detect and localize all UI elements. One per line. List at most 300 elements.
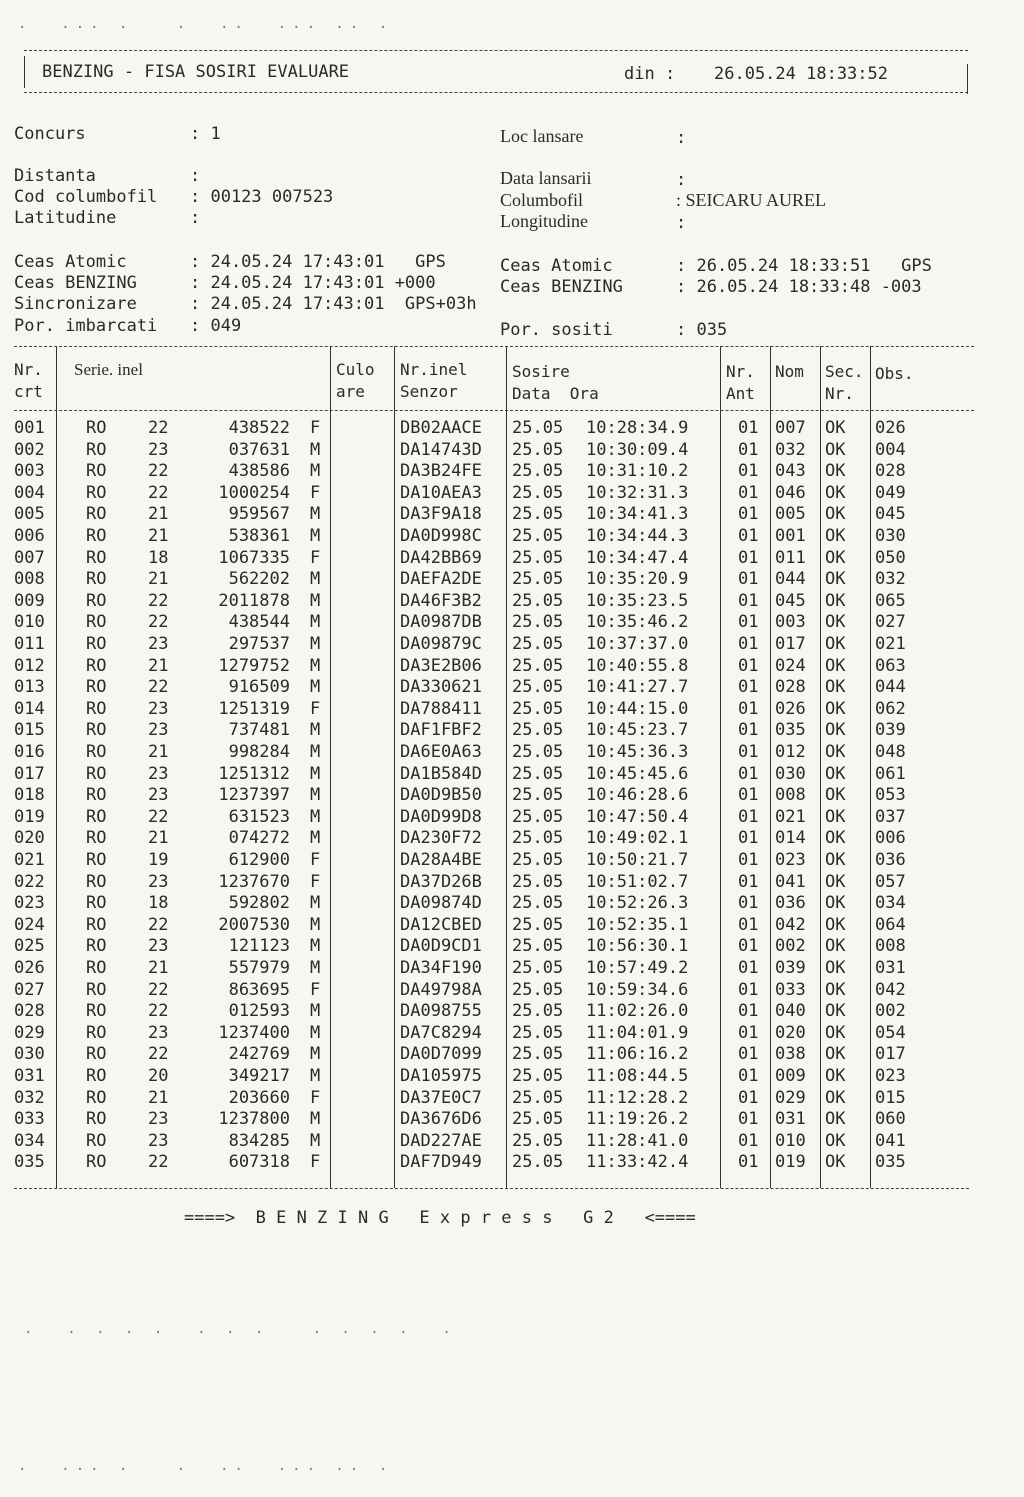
row-arrival-date: 25.05: [512, 590, 564, 611]
row-nom: 046: [775, 482, 806, 503]
row-year: 21: [148, 655, 169, 676]
row-obs: 031: [875, 958, 906, 978]
row-sec: OK: [825, 526, 846, 546]
row-arrival-time: 10:47:50.4: [586, 806, 689, 827]
row-nom: 009: [775, 1066, 806, 1086]
row-obs: 062: [875, 698, 906, 719]
row-arrival-time: 10:44:15.0: [586, 698, 689, 719]
row-nom: 008: [775, 785, 806, 806]
row-number: 022: [14, 871, 45, 892]
row-ring-number: 037631: [228, 439, 290, 460]
row-arrival-time: 11:28:41.0: [586, 1130, 689, 1151]
row-year: 18: [148, 547, 169, 568]
row-series: RO: [86, 655, 107, 676]
row-series: RO: [86, 850, 107, 870]
report-date-value: 26.05.24 18:33:52: [714, 64, 888, 84]
row-year: 22: [148, 1152, 169, 1173]
concurs-value: : 1: [190, 124, 221, 144]
row-nr-ant: 01: [738, 677, 759, 698]
row-sensor-id: DA09879C: [400, 634, 482, 654]
row-arrival-time: 10:34:47.4: [586, 547, 689, 568]
row-nom: 014: [775, 828, 806, 849]
row-series: RO: [86, 1087, 107, 1108]
row-sec: OK: [825, 1130, 846, 1151]
row-ring-number: 557979: [228, 958, 290, 978]
row-sensor-id: DA0987DB: [400, 612, 482, 633]
row-obs: 036: [875, 850, 906, 870]
row-arrival-time: 10:52:35.1: [586, 914, 689, 935]
concurs-label: Concurs: [14, 124, 86, 144]
row-series: RO: [86, 785, 107, 806]
row-nom: 003: [775, 612, 806, 633]
header-nom: Nom: [775, 362, 804, 381]
row-series: RO: [86, 1109, 107, 1130]
row-year: 21: [148, 569, 169, 590]
row-sec: OK: [825, 1109, 846, 1130]
row-nr-ant: 01: [738, 590, 759, 611]
distanta-value: :: [190, 166, 201, 186]
loc-lansare-label: Loc lansare: [500, 126, 584, 146]
table-row: [14, 958, 914, 980]
row-obs: 039: [875, 720, 906, 741]
row-series: RO: [86, 1152, 107, 1173]
row-sensor-id: DA09874D: [400, 893, 482, 914]
row-ring-number: 121123: [228, 936, 290, 957]
row-series: RO: [86, 1066, 107, 1086]
row-arrival-date: 25.05: [512, 850, 564, 870]
row-number: 028: [14, 1001, 45, 1022]
table-row: [14, 656, 914, 678]
row-sensor-id: DA6E0A63: [400, 742, 482, 762]
table-row: [14, 483, 914, 505]
row-arrival-time: 11:04:01.9: [586, 1022, 689, 1043]
row-number: 020: [14, 828, 45, 849]
row-ring-number: 612900: [228, 850, 290, 870]
row-number: 018: [14, 785, 45, 806]
row-sex: M: [310, 893, 321, 914]
row-number: 009: [14, 590, 45, 611]
row-obs: 004: [875, 439, 906, 460]
row-sensor-id: DA12CBED: [400, 914, 482, 935]
row-arrival-date: 25.05: [512, 1044, 564, 1065]
row-arrival-date: 25.05: [512, 634, 564, 654]
row-sex: M: [310, 742, 321, 762]
row-sex: M: [310, 504, 321, 525]
row-year: 23: [148, 634, 169, 654]
row-sex: M: [310, 439, 321, 460]
row-series: RO: [86, 698, 107, 719]
table-row: [14, 418, 914, 440]
row-sensor-id: DA0D9CD1: [400, 936, 482, 957]
row-year: 22: [148, 1001, 169, 1022]
row-nr-ant: 01: [738, 936, 759, 957]
row-number: 015: [14, 720, 45, 741]
row-arrival-date: 25.05: [512, 720, 564, 741]
printer-specks-bottom: · ··· · · ·· ··· ·· ·: [18, 1462, 394, 1478]
row-number: 016: [14, 742, 45, 762]
row-nr-ant: 01: [738, 526, 759, 546]
row-sec: OK: [825, 958, 846, 978]
row-sensor-id: DAEFA2DE: [400, 569, 482, 590]
row-sensor-id: DA14743D: [400, 439, 482, 460]
row-obs: 035: [875, 1152, 906, 1173]
row-ring-number: 1237800: [218, 1109, 290, 1130]
row-nr-ant: 01: [738, 569, 759, 590]
row-number: 034: [14, 1130, 45, 1151]
row-nr-ant: 01: [738, 504, 759, 525]
table-row: [14, 720, 914, 742]
row-arrival-time: 10:35:20.9: [586, 569, 689, 590]
row-sex: M: [310, 1001, 321, 1022]
header-sec-line1: Sec.: [825, 362, 864, 381]
row-ring-number: 562202: [228, 569, 290, 590]
row-sensor-id: DA1B584D: [400, 763, 482, 784]
row-arrival-date: 25.05: [512, 1001, 564, 1022]
row-year: 23: [148, 871, 169, 892]
header-culoare-line1: Culo: [336, 360, 375, 379]
table-row: [14, 828, 914, 850]
row-nr-ant: 01: [738, 634, 759, 654]
row-number: 029: [14, 1022, 45, 1043]
row-year: 22: [148, 1044, 169, 1065]
row-ring-number: 538361: [228, 526, 290, 546]
row-arrival-time: 10:52:26.3: [586, 893, 689, 914]
row-nom: 024: [775, 655, 806, 676]
row-sec: OK: [825, 720, 846, 741]
header-sosire-line1: Sosire: [512, 362, 570, 381]
table-row: [14, 548, 914, 570]
row-obs: 017: [875, 1044, 906, 1065]
row-series: RO: [86, 677, 107, 698]
row-sec: OK: [825, 979, 846, 1000]
row-year: 23: [148, 1109, 169, 1130]
row-nr-ant: 01: [738, 461, 759, 482]
row-number: 004: [14, 482, 45, 503]
row-obs: 063: [875, 655, 906, 676]
table-row: [14, 569, 914, 591]
row-nom: 033: [775, 979, 806, 1000]
row-sensor-id: DA3F9A18: [400, 504, 482, 525]
row-nr-ant: 01: [738, 1001, 759, 1022]
row-sex: M: [310, 828, 321, 849]
row-series: RO: [86, 461, 107, 482]
row-ring-number: 203660: [228, 1087, 290, 1108]
row-sensor-id: DA7C8294: [400, 1022, 482, 1043]
row-nom: 021: [775, 806, 806, 827]
row-nom: 028: [775, 677, 806, 698]
ceas-atomic-right-label: Ceas Atomic: [500, 256, 613, 276]
table-row: [14, 591, 914, 613]
row-nr-ant: 01: [738, 850, 759, 870]
row-ring-number: 242769: [228, 1044, 290, 1065]
row-series: RO: [86, 634, 107, 654]
row-number: 005: [14, 504, 45, 525]
row-sec: OK: [825, 763, 846, 784]
row-number: 006: [14, 526, 45, 546]
table-row: [14, 1023, 914, 1045]
row-arrival-date: 25.05: [512, 612, 564, 633]
header-nr-ant-line2: Ant: [726, 384, 755, 403]
row-ring-number: 737481: [228, 720, 290, 741]
row-nr-ant: 01: [738, 1044, 759, 1065]
row-obs: 053: [875, 785, 906, 806]
row-sensor-id: DAF1FBF2: [400, 720, 482, 741]
row-sensor-id: DA0D7099: [400, 1044, 482, 1065]
row-arrival-date: 25.05: [512, 677, 564, 698]
row-nom: 017: [775, 634, 806, 654]
row-ring-number: 959567: [228, 504, 290, 525]
row-sex: M: [310, 914, 321, 935]
header-right-border: [967, 64, 968, 94]
row-nr-ant: 01: [738, 612, 759, 633]
table-row: [14, 980, 914, 1002]
row-sensor-id: DA3E2B06: [400, 655, 482, 676]
row-obs: 042: [875, 979, 906, 1000]
table-row: [14, 1109, 914, 1131]
row-nr-ant: 01: [738, 482, 759, 503]
table-row: [14, 1131, 914, 1153]
row-arrival-date: 25.05: [512, 569, 564, 590]
row-sec: OK: [825, 742, 846, 762]
row-arrival-date: 25.05: [512, 547, 564, 568]
row-sec: OK: [825, 1001, 846, 1022]
row-ring-number: 607318: [228, 1152, 290, 1173]
row-obs: 027: [875, 612, 906, 633]
row-number: 024: [14, 914, 45, 935]
row-arrival-time: 10:45:45.6: [586, 763, 689, 784]
ceas-benzing-right-value: : 26.05.24 18:33:48 -003: [676, 277, 922, 297]
table-row: [14, 872, 914, 894]
latitudine-label: Latitudine: [14, 208, 117, 228]
row-series: RO: [86, 806, 107, 827]
row-obs: 049: [875, 482, 906, 503]
row-number: 013: [14, 677, 45, 698]
row-nom: 043: [775, 461, 806, 482]
row-obs: 064: [875, 914, 906, 935]
row-arrival-date: 25.05: [512, 1022, 564, 1043]
row-sensor-id: DA0D99D8: [400, 806, 482, 827]
row-sec: OK: [825, 482, 846, 503]
row-series: RO: [86, 742, 107, 762]
row-arrival-date: 25.05: [512, 418, 564, 438]
row-year: 20: [148, 1066, 169, 1086]
row-nom: 029: [775, 1087, 806, 1108]
table-row: [14, 764, 914, 786]
row-obs: 015: [875, 1087, 906, 1108]
row-sensor-id: DA098755: [400, 1001, 482, 1022]
row-series: RO: [86, 979, 107, 1000]
row-series: RO: [86, 504, 107, 525]
row-nr-ant: 01: [738, 698, 759, 719]
row-number: 001: [14, 418, 45, 438]
row-series: RO: [86, 1022, 107, 1043]
row-year: 23: [148, 785, 169, 806]
row-number: 027: [14, 979, 45, 1000]
header-bottom-rule: [24, 92, 968, 93]
row-series: RO: [86, 958, 107, 978]
row-number: 010: [14, 612, 45, 633]
row-ring-number: 349217: [228, 1066, 290, 1086]
row-sex: F: [310, 871, 321, 892]
row-arrival-date: 25.05: [512, 914, 564, 935]
table-bottom-rule: [14, 1188, 969, 1189]
row-sensor-id: DA28A4BE: [400, 850, 482, 870]
row-sec: OK: [825, 677, 846, 698]
row-number: 012: [14, 655, 45, 676]
report-date-label: din :: [624, 64, 676, 84]
row-obs: 006: [875, 828, 906, 849]
row-series: RO: [86, 828, 107, 849]
row-obs: 008: [875, 936, 906, 957]
row-arrival-date: 25.05: [512, 504, 564, 525]
row-sensor-id: DAD227AE: [400, 1130, 482, 1151]
longitudine-label: Longitudine: [500, 211, 588, 231]
row-number: 003: [14, 461, 45, 482]
table-row: [14, 634, 914, 656]
table-row: [14, 1152, 914, 1174]
cod-columbofil-label: Cod columbofil: [14, 187, 158, 207]
row-obs: 044: [875, 677, 906, 698]
row-sensor-id: DA42BB69: [400, 547, 482, 568]
row-obs: 037: [875, 806, 906, 827]
row-nr-ant: 01: [738, 720, 759, 741]
row-series: RO: [86, 1001, 107, 1022]
row-nom: 035: [775, 720, 806, 741]
row-arrival-date: 25.05: [512, 979, 564, 1000]
row-sec: OK: [825, 914, 846, 935]
row-sex: M: [310, 763, 321, 784]
row-sex: M: [310, 590, 321, 611]
cod-columbofil-value: : 00123 007523: [190, 187, 334, 207]
row-arrival-time: 10:45:36.3: [586, 742, 689, 762]
row-year: 22: [148, 461, 169, 482]
row-number: 033: [14, 1109, 45, 1130]
row-nom: 039: [775, 958, 806, 978]
table-row: [14, 440, 914, 462]
row-sex: M: [310, 806, 321, 827]
row-ring-number: 631523: [228, 806, 290, 827]
row-number: 035: [14, 1152, 45, 1173]
data-lansarii-label: Data lansarii: [500, 168, 592, 188]
row-arrival-time: 10:56:30.1: [586, 936, 689, 957]
header-serie-inel: Serie. inel: [74, 360, 143, 379]
footer-banner: ====> B E N Z I N G E x p r e s s G 2 <====: [184, 1208, 696, 1228]
row-series: RO: [86, 936, 107, 957]
row-arrival-time: 10:35:46.2: [586, 612, 689, 633]
row-ring-number: 834285: [228, 1130, 290, 1151]
header-obs: Obs.: [875, 364, 914, 383]
row-sensor-id: DA230F72: [400, 828, 482, 849]
columbofil-value: : SEICARU AUREL: [676, 190, 827, 210]
row-nr-ant: 01: [738, 1066, 759, 1086]
header-sec-line2: Nr.: [825, 384, 854, 403]
row-nr-ant: 01: [738, 1087, 759, 1108]
row-nr-ant: 01: [738, 439, 759, 460]
row-sex: M: [310, 785, 321, 806]
row-ring-number: 1251319: [218, 698, 290, 719]
row-series: RO: [86, 569, 107, 590]
table-row: [14, 677, 914, 699]
row-sec: OK: [825, 893, 846, 914]
data-lansarii-value: :: [676, 170, 687, 190]
row-series: RO: [86, 482, 107, 503]
row-nr-ant: 01: [738, 1152, 759, 1173]
report-title: BENZING - FISA SOSIRI EVALUARE: [42, 62, 350, 82]
ceas-atomic-left-value: : 24.05.24 17:43:01 GPS: [190, 252, 446, 272]
row-sex: M: [310, 655, 321, 676]
row-sex: F: [310, 1152, 321, 1173]
row-ring-number: 438522: [228, 418, 290, 438]
row-year: 22: [148, 806, 169, 827]
row-nom: 036: [775, 893, 806, 914]
row-arrival-date: 25.05: [512, 655, 564, 676]
row-sensor-id: DA3B24FE: [400, 461, 482, 482]
row-sec: OK: [825, 698, 846, 719]
row-series: RO: [86, 526, 107, 546]
ceas-benzing-right-label: Ceas BENZING: [500, 277, 623, 297]
row-sex: M: [310, 1022, 321, 1043]
row-number: 025: [14, 936, 45, 957]
row-nom: 001: [775, 526, 806, 546]
latitudine-value: :: [190, 208, 201, 228]
row-obs: 028: [875, 461, 906, 482]
row-arrival-time: 11:19:26.2: [586, 1109, 689, 1130]
header-sosire-line2: Data Ora: [512, 384, 599, 403]
row-year: 22: [148, 979, 169, 1000]
row-nom: 007: [775, 418, 806, 438]
row-sec: OK: [825, 612, 846, 633]
row-sec: OK: [825, 1087, 846, 1108]
row-number: 023: [14, 893, 45, 914]
row-sec: OK: [825, 1022, 846, 1043]
row-arrival-date: 25.05: [512, 806, 564, 827]
row-nom: 031: [775, 1109, 806, 1130]
row-number: 007: [14, 547, 45, 568]
table-top-rule: [14, 346, 974, 347]
row-arrival-time: 10:50:21.7: [586, 850, 689, 870]
row-nom: 040: [775, 1001, 806, 1022]
table-row: [14, 612, 914, 634]
table-row: [14, 1001, 914, 1023]
row-number: 026: [14, 958, 45, 978]
row-ring-number: 1237670: [218, 871, 290, 892]
row-nom: 005: [775, 504, 806, 525]
row-nom: 026: [775, 698, 806, 719]
distanta-label: Distanta: [14, 166, 96, 186]
row-obs: 061: [875, 763, 906, 784]
row-arrival-date: 25.05: [512, 439, 564, 460]
row-obs: 030: [875, 526, 906, 546]
row-nr-ant: 01: [738, 1109, 759, 1130]
table-row: [14, 526, 914, 548]
row-nom: 020: [775, 1022, 806, 1043]
row-nr-ant: 01: [738, 547, 759, 568]
ceas-benzing-left-value: : 24.05.24 17:43:01 +000: [190, 273, 436, 293]
row-sensor-id: DA788411: [400, 698, 482, 719]
row-series: RO: [86, 893, 107, 914]
row-ring-number: 297537: [228, 634, 290, 654]
row-sec: OK: [825, 785, 846, 806]
imbarcati-value: : 049: [190, 316, 242, 336]
row-arrival-date: 25.05: [512, 461, 564, 482]
row-nom: 041: [775, 871, 806, 892]
row-sensor-id: DA49798A: [400, 979, 482, 1000]
row-number: 014: [14, 698, 45, 719]
row-year: 21: [148, 828, 169, 849]
row-sex: M: [310, 634, 321, 654]
row-year: 19: [148, 850, 169, 870]
row-year: 22: [148, 677, 169, 698]
